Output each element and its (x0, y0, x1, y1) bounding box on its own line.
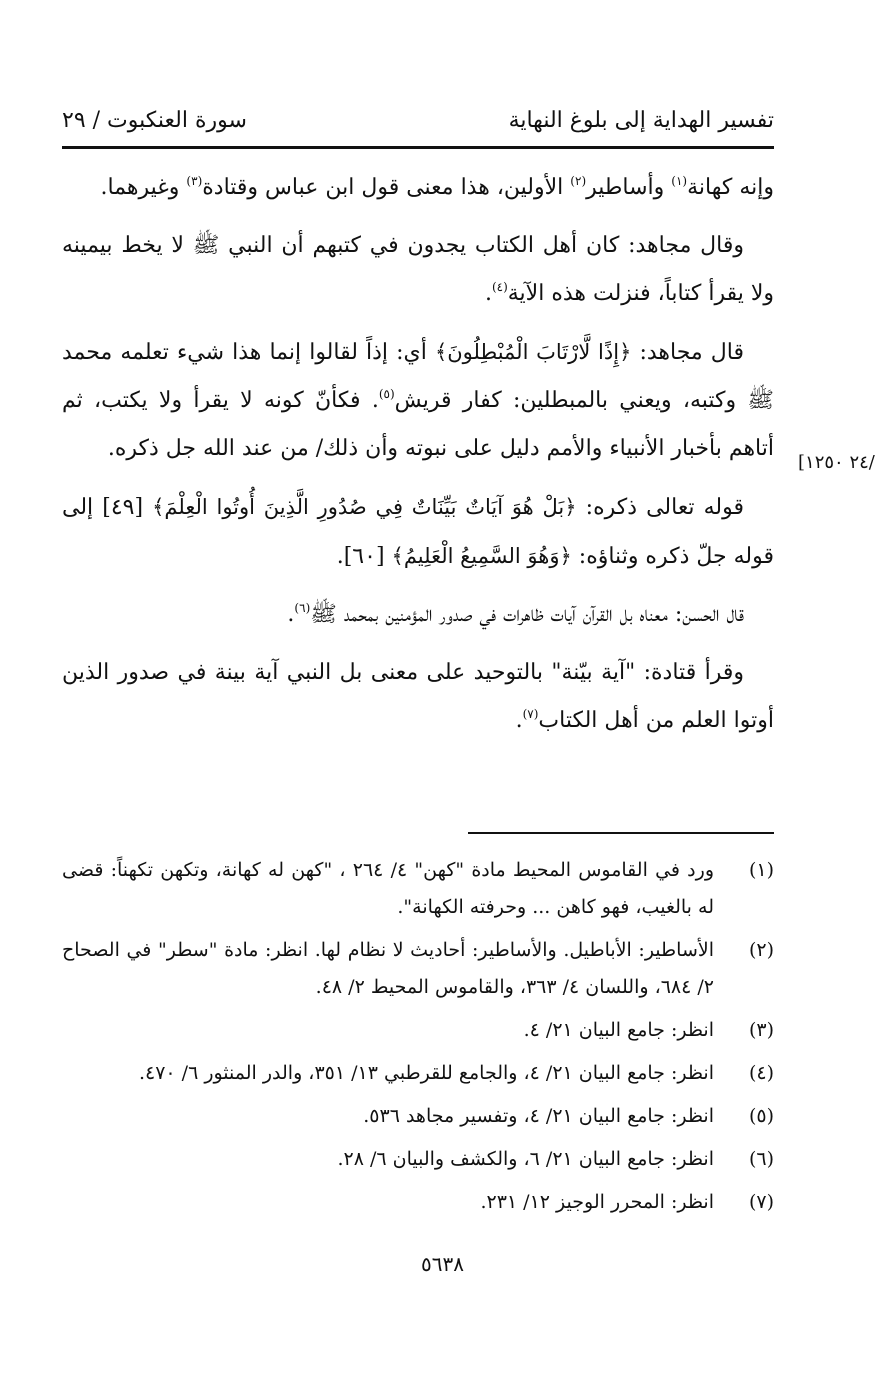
footnote-item (62, 1098, 774, 1135)
quran-verse: ﴿بَلْ هُوَ آيَاتٌ بَيِّنَاتٌ فِي صُدُورِ الَّذِينَ أُوتُوا الْعِلْمَ﴾ (152, 495, 577, 519)
footnote-text: انظر: جامع البيان ٢١/ ٦، والكشف والبيان ٦/ ٢٨. (337, 1148, 714, 1170)
quran-verse: ﴿إِذًا لَّارْتَابَ الْمُبْطِلُونَ﴾ (434, 340, 632, 364)
text-run: . فكأنّ كونه لا يقرأ ولا يكتب، ثم أتاهم بأخبار الأنبياء والأمم دليل على نبوته وأن ذلك/ من عند الله جل ذكره. (62, 388, 774, 461)
footnote-number: (٧) (748, 1191, 774, 1213)
text-run: . (484, 281, 492, 306)
footnote-number: (٦) (748, 1148, 774, 1170)
paragraph-1 (62, 164, 774, 212)
footnote-item (62, 932, 774, 1006)
footnote-item (62, 1012, 774, 1049)
header-rule (62, 146, 774, 149)
footnote-number: (١) (748, 859, 774, 881)
footnote-number: (٢) (748, 939, 774, 961)
footnote-text: انظر: جامع البيان ٢١/ ٤، وتفسير مجاهد ٥٣٦. (363, 1105, 714, 1127)
footnote-ref: (٤) (491, 280, 508, 294)
footnote-text: انظر: جامع البيان ٢١/ ٤، والجامع للقرطبي ١٣/ ٣٥١، والدر المنثور ٦/ ٤٧٠. (138, 1062, 714, 1084)
text-run: أي: إذاً لقالوا إنما هذا شيء تعلمه محمد ﷺ وكتبه، ويعني بالمبطلين: كفار قريش (62, 340, 775, 413)
footnote-item (62, 1055, 774, 1092)
footnote-ref: (٧) (522, 707, 539, 721)
footnote-rule (468, 832, 774, 834)
footnote-text: انظر: المحرر الوجيز ١٢/ ٢٣١. (480, 1191, 714, 1213)
text-run: [٤٩] إلى قوله جلّ ذكره وثناؤه: (62, 495, 774, 569)
footnote-text: ورد في القاموس المحيط مادة "كهن" ٤/ ٢٦٤ ، "كهن له كهانة، وتكهن تكهناً: قضى له بالغيب، فهو كاهن ... وحرفته الكهانة". (62, 859, 714, 918)
text-run: وغيرهما. (100, 175, 187, 200)
footnote-ref: (٣) (186, 174, 203, 188)
footnote-item (62, 852, 774, 926)
text-run: [٦٠]. (336, 544, 392, 569)
footnote-item (62, 1141, 774, 1178)
footnote-ref: (٢) (570, 174, 587, 188)
footnote-number: (٥) (748, 1105, 774, 1127)
main-text (62, 164, 774, 755)
quran-verse: ﴿وَهُوَ السَّمِيعُ الْعَلِيمُ﴾ (391, 544, 572, 568)
paragraph-3 (62, 328, 774, 473)
text-run: . (515, 708, 523, 733)
footnote-ref: (٥) (378, 387, 395, 401)
text-run: قال مجاهد: (631, 340, 745, 365)
footnotes (62, 852, 774, 1227)
text-run: وقرأ قتادة: "آية بيّنة" بالتوحيد على معنى بل النبي آية بينة في صدور الذين أوتوا العلم من أهل الكتاب (62, 660, 774, 733)
text-run: وقال مجاهد: كان أهل الكتاب يجدون في كتبهم أن النبي ﷺ لا يخط بيمينه ولا يقرأ كتاباً، فنزلت هذه الآية (62, 233, 774, 306)
paragraph-4 (62, 483, 774, 581)
footnote-ref: (١) (671, 174, 688, 188)
paragraph-2 (62, 222, 774, 318)
book-title: تفسير الهداية إلى بلوغ النهاية (508, 108, 774, 133)
page-header (62, 104, 774, 144)
text-run: الأولين، هذا معنى قول ابن عباس وقتادة (202, 175, 571, 200)
page-number: ٥٦٣٨ (421, 1252, 464, 1276)
footnote-text: الأساطير: الأباطيل. والأساطير: أحاديث لا نظام لها. انظر: مادة "سطر" في الصحاح ٢/ ٦٨٤، واللسان ٤/ ٣٦٣، والقاموس المحيط ٢/ ٤٨. (62, 939, 714, 998)
footnote-number: (٤) (748, 1062, 774, 1084)
footnote-number: (٣) (748, 1019, 774, 1041)
paragraph-5 (62, 591, 774, 639)
footnote-ref: (٦) (294, 601, 311, 615)
footnote-item (62, 1184, 774, 1221)
paragraph-6 (62, 649, 774, 745)
text-run: . (287, 602, 295, 627)
text-run: قوله تعالى ذكره: (576, 495, 745, 520)
footnote-text: انظر: جامع البيان ٢١/ ٤. (523, 1019, 714, 1041)
text-run: وأساطير (586, 175, 672, 200)
margin-manuscript-ref: /٢٤ ١٢٥٠] (798, 452, 875, 473)
text-run: قال الحسن: معناه بل القرآن آيات ظاهرات في صدور المؤمنين بمحمد ﷺ (310, 602, 744, 627)
text-run: وإنه كهانة (687, 175, 774, 200)
surah-title: سورة العنكبوت / ٢٩ (62, 108, 247, 133)
